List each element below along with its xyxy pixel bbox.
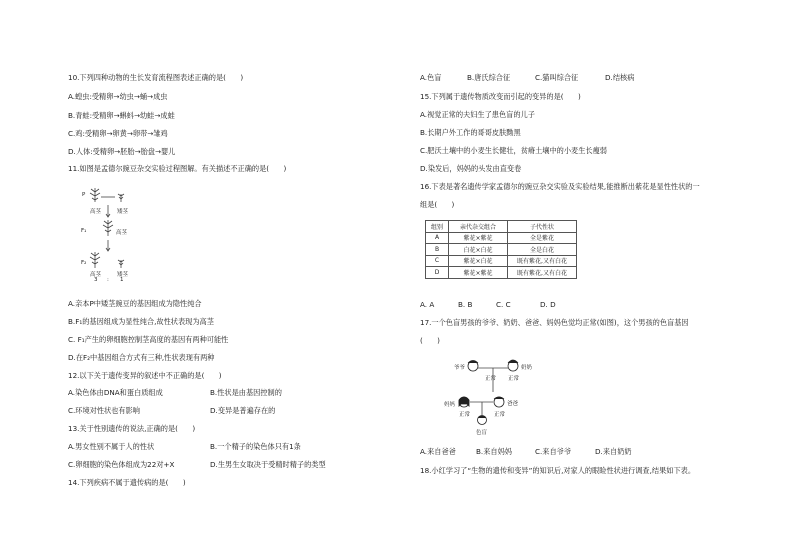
q17-option-c: C.来自爷爷 xyxy=(535,447,572,456)
q15-stem: 15.下列属于遗传物质改变而引起的变异的是( ) xyxy=(420,92,581,101)
label-grandma: 奶奶 xyxy=(521,365,533,371)
table-header: 子代性状 xyxy=(508,221,577,233)
q12-stem: 12.以下关于遗传变异的叙述中不正确的是( ) xyxy=(68,371,222,380)
q15-option-d: D.染发后，妈妈的头发由直变卷 xyxy=(420,164,522,173)
label-grandpa-normal: 正常 xyxy=(485,376,497,382)
label-dad: 爸爸 xyxy=(507,401,519,407)
q17-stem-line1: 17.一个色盲男孩的爷爷、奶奶、爸爸、妈妈色觉均正常(如图)，这个男孩的色盲基因 xyxy=(420,318,689,327)
label-p-tall: 高茎 xyxy=(90,209,102,215)
table-header: 组别 xyxy=(426,221,449,233)
q14-stem: 14.下列疾病不属于遗传病的是( ) xyxy=(68,478,186,487)
q17-family-diagram xyxy=(430,352,580,444)
q18-stem: 18.小红学习了“生物的遗传和变异”的知识后,对家人的眼睑性状进行调查,结果如下表。 xyxy=(420,466,696,475)
label-f2-tall: 高茎 xyxy=(90,272,102,278)
label-mom: 妈妈 xyxy=(444,402,456,408)
q16-stem-line1: 16.下表是著名遗传学家孟德尔的豌豆杂交实验及实验结果,能推断出紫花是显性性状的一 xyxy=(420,182,700,191)
q14-option-d: D.结核病 xyxy=(605,73,635,82)
ratio-colon: : xyxy=(107,277,109,283)
q11-cross-diagram xyxy=(68,180,188,290)
table-cell: 既有紫花,又有白花 xyxy=(508,255,577,267)
label-f2-short: 矮茎 xyxy=(117,272,129,278)
q12-option-a: A.染色体由DNA和蛋白质组成 xyxy=(68,388,163,397)
q13-stem: 13.关于性别遗传的说法,正确的是( ) xyxy=(68,424,196,433)
q14-option-c: C.猫叫综合征 xyxy=(535,73,579,82)
table-cell: B xyxy=(426,244,449,256)
q11-option-a: A.亲本P中矮茎豌豆的基因组成为隐性纯合 xyxy=(68,299,202,308)
q16-option-d: D. D xyxy=(540,300,556,309)
q12-option-c: C.环境对性状也有影响 xyxy=(68,406,140,415)
table-cell: 白花×白花 xyxy=(449,244,508,256)
label-mom-normal: 正常 xyxy=(459,412,471,418)
q12-option-b: B.性状是由基因控制的 xyxy=(210,388,282,397)
q16-option-b: B. B xyxy=(458,300,473,309)
q16-option-a: A. A xyxy=(420,300,435,309)
q13-option-b: B.一个精子的染色体只有1条 xyxy=(210,442,301,451)
q10-stem: 10.下列四种动物的生长发育流程图表述正确的是( ) xyxy=(68,73,244,82)
label-boy-colorblind: 色盲 xyxy=(476,430,488,436)
table-cell: 紫花×紫花 xyxy=(449,232,508,244)
table-header: 亲代杂交组合 xyxy=(449,221,508,233)
q13-option-d: D.生男生女取决于受精时精子的类型 xyxy=(210,460,326,469)
q12-option-d: D.变异是普遍存在的 xyxy=(210,406,276,415)
label-grandpa: 爷爷 xyxy=(454,365,466,371)
q11-stem: 11.如图是孟德尔豌豆杂交实验过程图解。有关描述不正确的是( ) xyxy=(68,164,287,173)
q16-option-c: C. C xyxy=(496,300,511,309)
table-row xyxy=(426,255,577,267)
q15-option-c: C.肥沃土壤中的小麦生长健壮，贫瘠土壤中的小麦生长瘦弱 xyxy=(420,146,607,155)
q16-table xyxy=(425,220,577,279)
q15-option-b: B.长期户外工作的哥哥皮肤黝黑 xyxy=(420,128,521,137)
q10-option-b: B.青蛙:受精卵→蝌蚪→幼蛙→成蛙 xyxy=(68,111,175,120)
table-cell: 紫花×紫花 xyxy=(449,267,508,279)
label-p-short: 矮茎 xyxy=(117,209,129,215)
table-cell: A xyxy=(426,232,449,244)
table-cell: 全是白花 xyxy=(508,244,577,256)
q17-option-d: D.来自奶奶 xyxy=(595,447,632,456)
q14-option-b: B.唐氏综合征 xyxy=(467,73,511,82)
table-header-row xyxy=(426,221,577,233)
table-cell: C xyxy=(426,255,449,267)
q13-option-a: A.男女性别不属于人的性状 xyxy=(68,442,155,451)
table-row xyxy=(426,267,577,279)
label-grandma-normal: 正常 xyxy=(508,376,520,382)
ratio-left: 3 xyxy=(94,277,98,283)
table-row xyxy=(426,244,577,256)
label-f2: F₂ xyxy=(81,260,87,266)
q10-option-a: A.蝗虫:受精卵→幼虫→蛹→成虫 xyxy=(68,92,168,101)
table-row xyxy=(426,232,577,244)
q15-option-a: A.视觉正常的夫妇生了患色盲的儿子 xyxy=(420,110,535,119)
table-cell: 既有紫花,又有白花 xyxy=(508,267,577,279)
table-cell: D xyxy=(426,267,449,279)
label-dad-normal: 正常 xyxy=(494,412,506,418)
q10-option-d: D.人体:受精卵→胚胎→胎盘→婴儿 xyxy=(68,147,176,156)
q10-option-c: C.鸡:受精卵→卵黄→卵带→雏鸡 xyxy=(68,129,168,138)
ratio-right: 1 xyxy=(120,277,124,283)
label-f1: F₁ xyxy=(81,228,87,234)
table-cell: 紫花×白花 xyxy=(449,255,508,267)
q11-option-c: C. F₁产生的卵细胞控制茎高度的基因有两种可能性 xyxy=(68,335,229,344)
q11-option-d: D.在F₂中基因组合方式有三种,性状表现有两种 xyxy=(68,353,215,362)
q17-option-b: B.来自妈妈 xyxy=(476,447,512,456)
q11-option-b: B.F₁的基因组成为显性纯合,故性状表现为高茎 xyxy=(68,317,214,326)
q14-option-a: A.色盲 xyxy=(420,73,442,82)
q17-option-a: A.来自爸爸 xyxy=(420,447,456,456)
label-f1-tall: 高茎 xyxy=(116,230,128,236)
q17-stem-line2: ( ) xyxy=(420,336,440,345)
q16-stem-line2: 组是( ) xyxy=(420,200,455,209)
table-cell: 全是紫花 xyxy=(508,232,577,244)
family-tree-lines xyxy=(430,352,580,444)
q13-option-c: C.卵细胞的染色体组成为22对+X xyxy=(68,460,175,469)
label-p: P xyxy=(82,192,86,198)
